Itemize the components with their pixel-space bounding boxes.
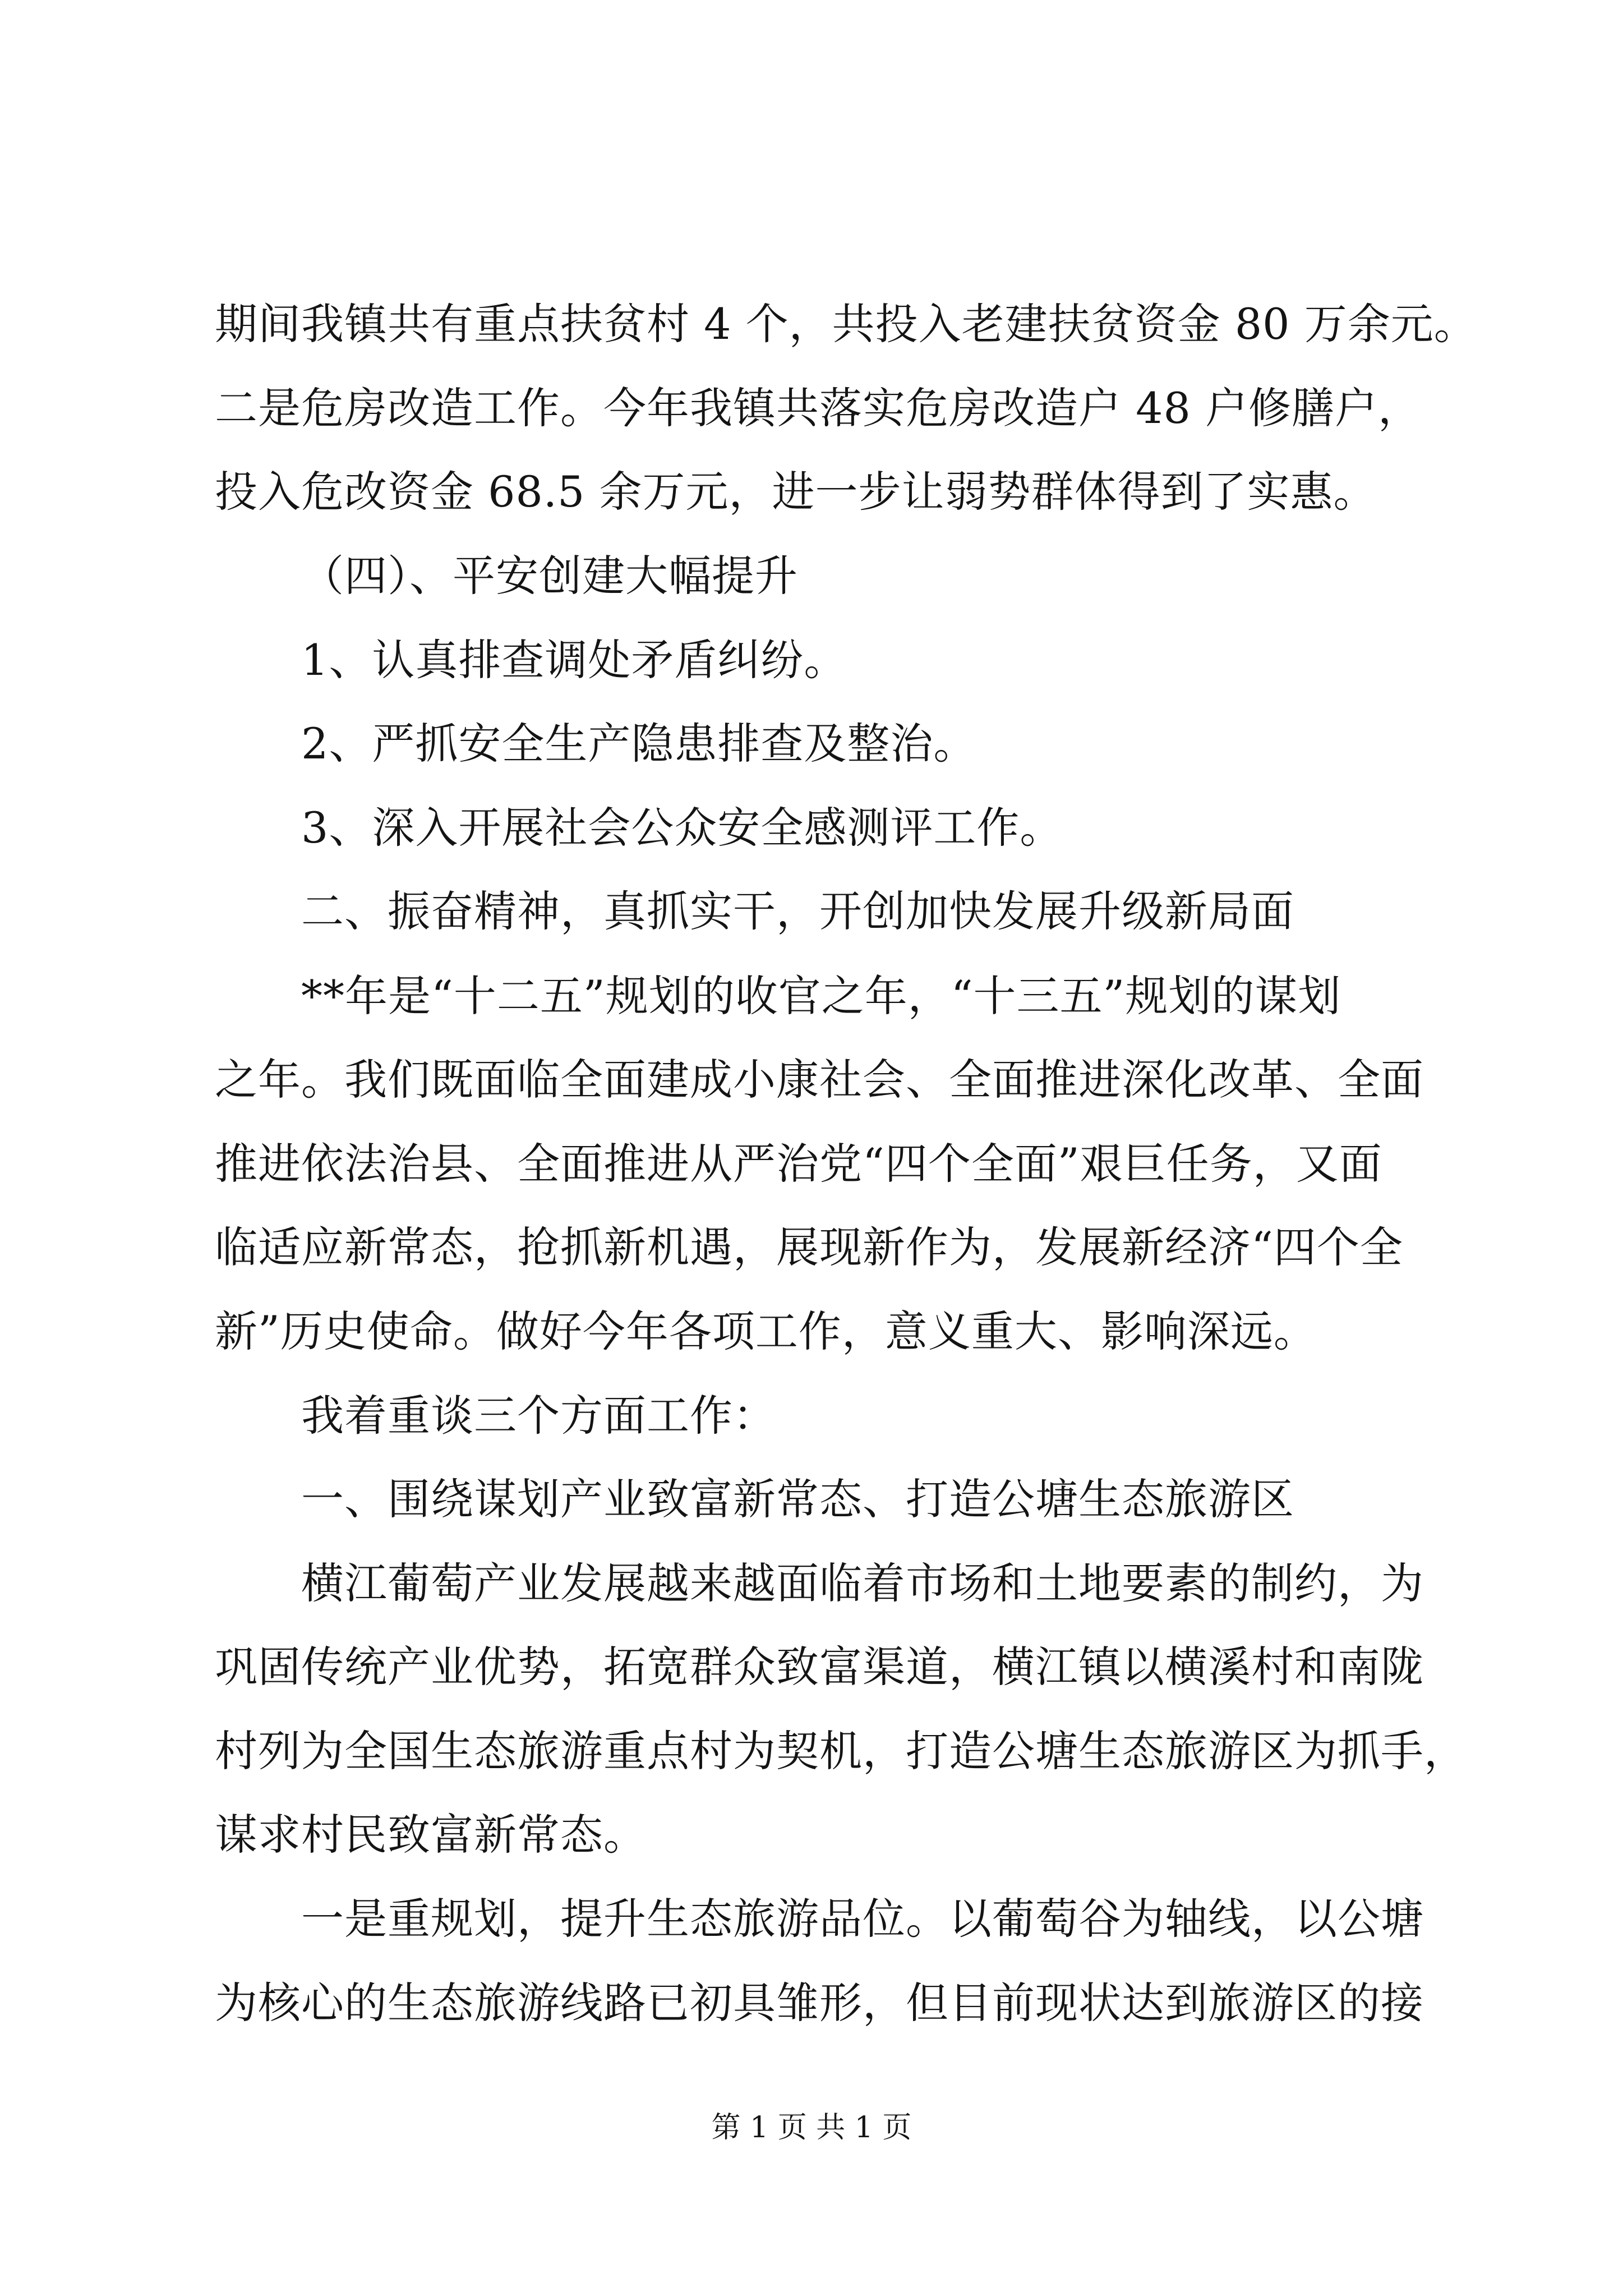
list-item: 2、严抓安全生产隐患排查及整治。 <box>301 719 977 769</box>
section-heading: 一、围绕谋划产业致富新常态、打造公塘生态旅游区 <box>301 1474 1294 1524</box>
list-item: 3、深入开展社会公众安全感测评工作。 <box>301 803 1063 853</box>
body-line: 横江葡萄产业发展越来越面临着市场和土地要素的制约，为 <box>301 1558 1424 1608</box>
body-line: 之年。我们既面临全面建成小康社会、全面推进深化改革、全面 <box>215 1055 1424 1105</box>
list-item: 1、认真排查调处矛盾纠纷。 <box>301 635 847 685</box>
section-heading: （四）、平安创建大幅提升 <box>301 551 798 601</box>
body-line: 新”历史使命。做好今年各项工作，意义重大、影响深远。 <box>215 1306 1317 1356</box>
body-line: 村列为全国生态旅游重点村为契机，打造公塘生态旅游区为抓手， <box>215 1726 1467 1776</box>
page-number-footer: 第 1 页 共 1 页 <box>711 2111 912 2145</box>
body-line: 我着重谈三个方面工作： <box>301 1391 776 1441</box>
body-line: 二是危房改造工作。今年我镇共落实危房改造户 48 户修膳户， <box>215 383 1422 433</box>
body-line: 为核心的生态旅游线路已初具雏形，但目前现状达到旅游区的接 <box>215 1978 1424 2028</box>
body-line: 期间我镇共有重点扶贫村 4 个，共投入老建扶贫资金 80 万余元。 <box>215 299 1477 349</box>
body-line: 巩固传统产业优势，拓宽群众致富渠道，横江镇以横溪村和南陇 <box>215 1642 1424 1692</box>
section-heading: 二、振奋精神，真抓实干，开创加快发展升级新局面 <box>301 886 1294 936</box>
body-line: 一是重规划，提升生态旅游品位。以葡萄谷为轴线，以公塘 <box>301 1894 1424 1944</box>
body-line: 谋求村民致富新常态。 <box>215 1810 647 1860</box>
body-line: 投入危改资金 68.5 余万元，进一步让弱势群体得到了实惠。 <box>215 467 1377 517</box>
body-line: 推进依法治县、全面推进从严治党“四个全面”艰巨任务，又面 <box>215 1139 1382 1189</box>
body-line: 临适应新常态，抢抓新机遇，展现新作为，发展新经济“四个全 <box>215 1222 1403 1272</box>
body-line: **年是“十二五”规划的收官之年，“十三五”规划的谋划 <box>301 971 1341 1021</box>
